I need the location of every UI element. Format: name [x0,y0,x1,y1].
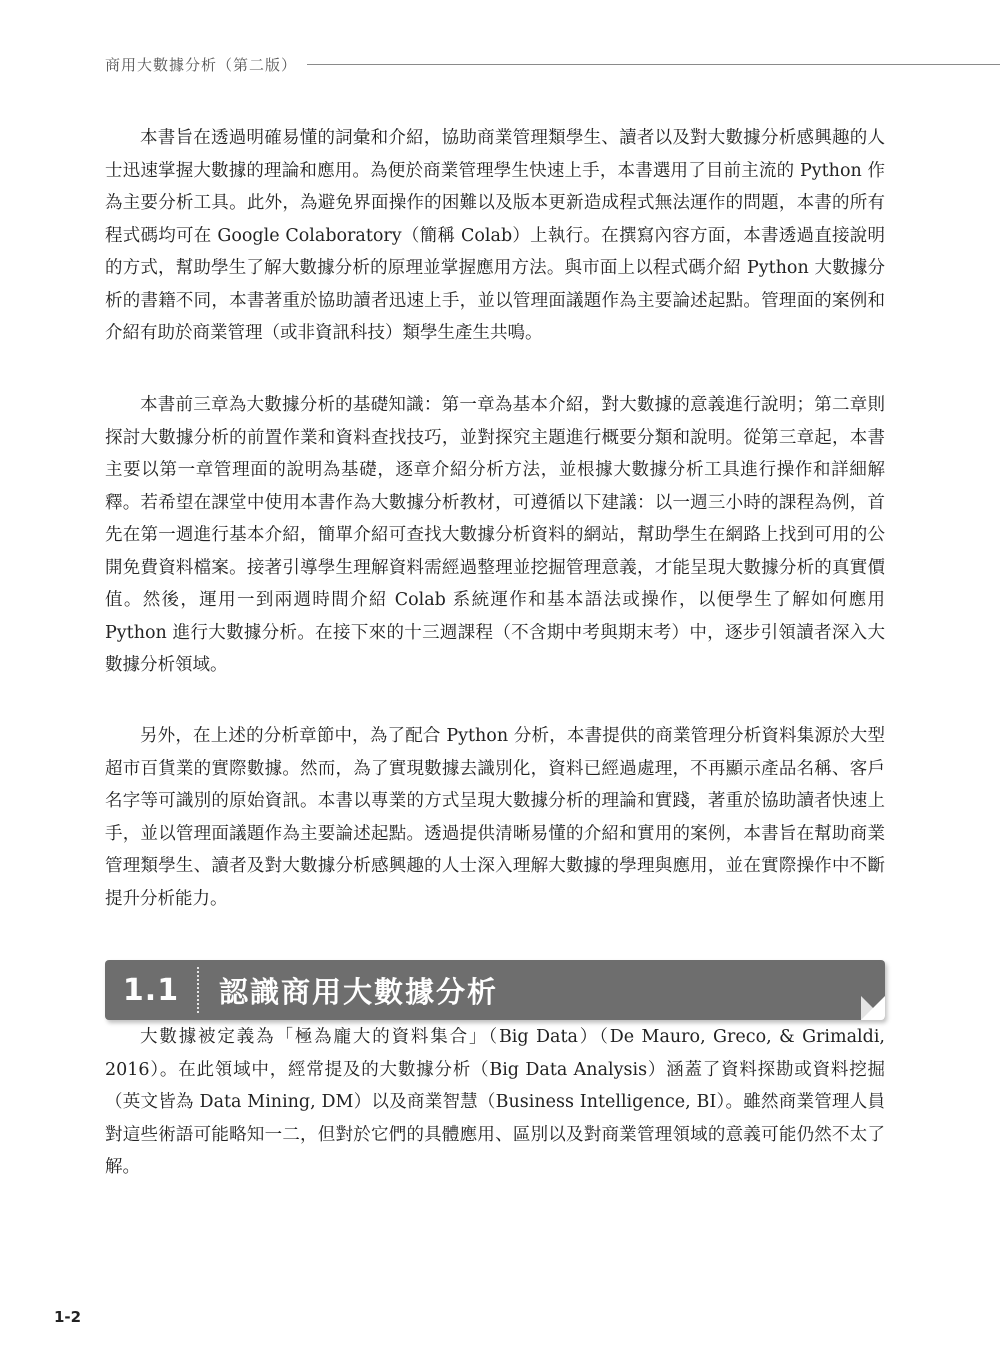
paragraph-text: 大數據被定義為「極為龐大的資料集合」（Big Data）（De Mauro, Greco, & Grimaldi, 2016）。在此領域中，經常提及的大數據分析（Big Data Analysis）涵蓋了資料探勘或資料挖掘（英文皆為 Data Mining, DM）以及商業智慧（Business Intelligence, BI）。雖然商業管理人員對這些術語可能略知一二，但對於它們的具體應用、區別以及對商業管理領域的意義可能仍然不太了解。 [105,1027,885,1177]
paragraph-text: 本書旨在透過明確易懂的詞彙和介紹，協助商業管理類學生、讀者以及對大數據分析感興趣的人士迅速掌握大數據的理論和應用。為便於商業管理學生快速上手，本書選用了目前主流的 Python 作為主要分析工具。此外，為避免界面操作的困難以及版本更新造成程式無法運作的問題，本書的所有程式碼均可在 Google Colaboratory（簡稱 Colab）上執行。在撰寫內容方面，本書透過直接說明的方式，幫助學生了解大數據分析的原理並掌握應用方法。與市面上以程式碼介紹 Python 大數據分析的書籍不同，本書著重於協助讀者迅速上手，並以管理面議題作為主要論述起點。管理面的案例和介紹有助於商業管理（或非資訊科技）類學生產生共鳴。 [105,128,885,343]
running-header [105,52,1000,76]
section-divider [197,967,199,1013]
paragraph-text: 另外，在上述的分析章節中，為了配合 Python 分析，本書提供的商業管理分析資料集源於大型超市百貨業的實際數據。然而，為了實現數據去識別化，資料已經過處理，不再顯示產品名稱、客戶名字等可識別的原始資訊。本書以專業的方式呈現大數據分析的理論和實踐，著重於協助讀者快速上手，並以管理面議題作為主要論述起點。透過提供清晰易懂的介紹和實用的案例，本書旨在幫助商業管理類學生、讀者及對大數據分析感興趣的人士深入理解大數據的學理與應用，並在實際操作中不斷提升分析能力。 [105,726,885,909]
section-paragraph-1 [105,1021,885,1184]
section-number: 1.1 [122,972,180,1008]
folded-corner-cut [861,996,885,1020]
intro-paragraph-3 [105,720,885,915]
intro-paragraph-1 [105,122,885,350]
section-title: 認識商用大數據分析 [219,974,499,1009]
section-heading [105,960,885,1020]
running-header-title: 商用大數據分析（第二版） [105,55,298,74]
paragraph-text: 本書前三章為大數據分析的基礎知識：第一章為基本介紹，對大數據的意義進行說明；第二章則探討大數據分析的前置作業和資料查找技巧，並對探究主題進行概要分類和說明。從第三章起，本書主要以第一章管理面的說明為基礎，逐章介紹分析方法，並根據大數據分析工具進行操作和詳細解釋。若希望在課堂中使用本書作為大數據分析教材，可遵循以下建議：以一週三小時的課程為例，首先在第一週進行基本介紹，簡單介紹可查找大數據分析資料的網站，幫助學生在網路上找到可用的公開免費資料檔案。接著引導學生理解資料需經過整理並挖掘管理意義，才能呈現大數據分析的真實價值。然後，運用一到兩週時間介紹 Colab 系統運作和基本語法或操作，以便學生了解如何應用 Python 進行大數據分析。在接下來的十三週課程（不含期中考與期末考）中，逐步引領讀者深入大數據分析領域。 [105,395,885,675]
intro-paragraph-2 [105,389,885,682]
header-rule [307,64,1000,65]
page-number: 1-2 [54,1308,82,1326]
